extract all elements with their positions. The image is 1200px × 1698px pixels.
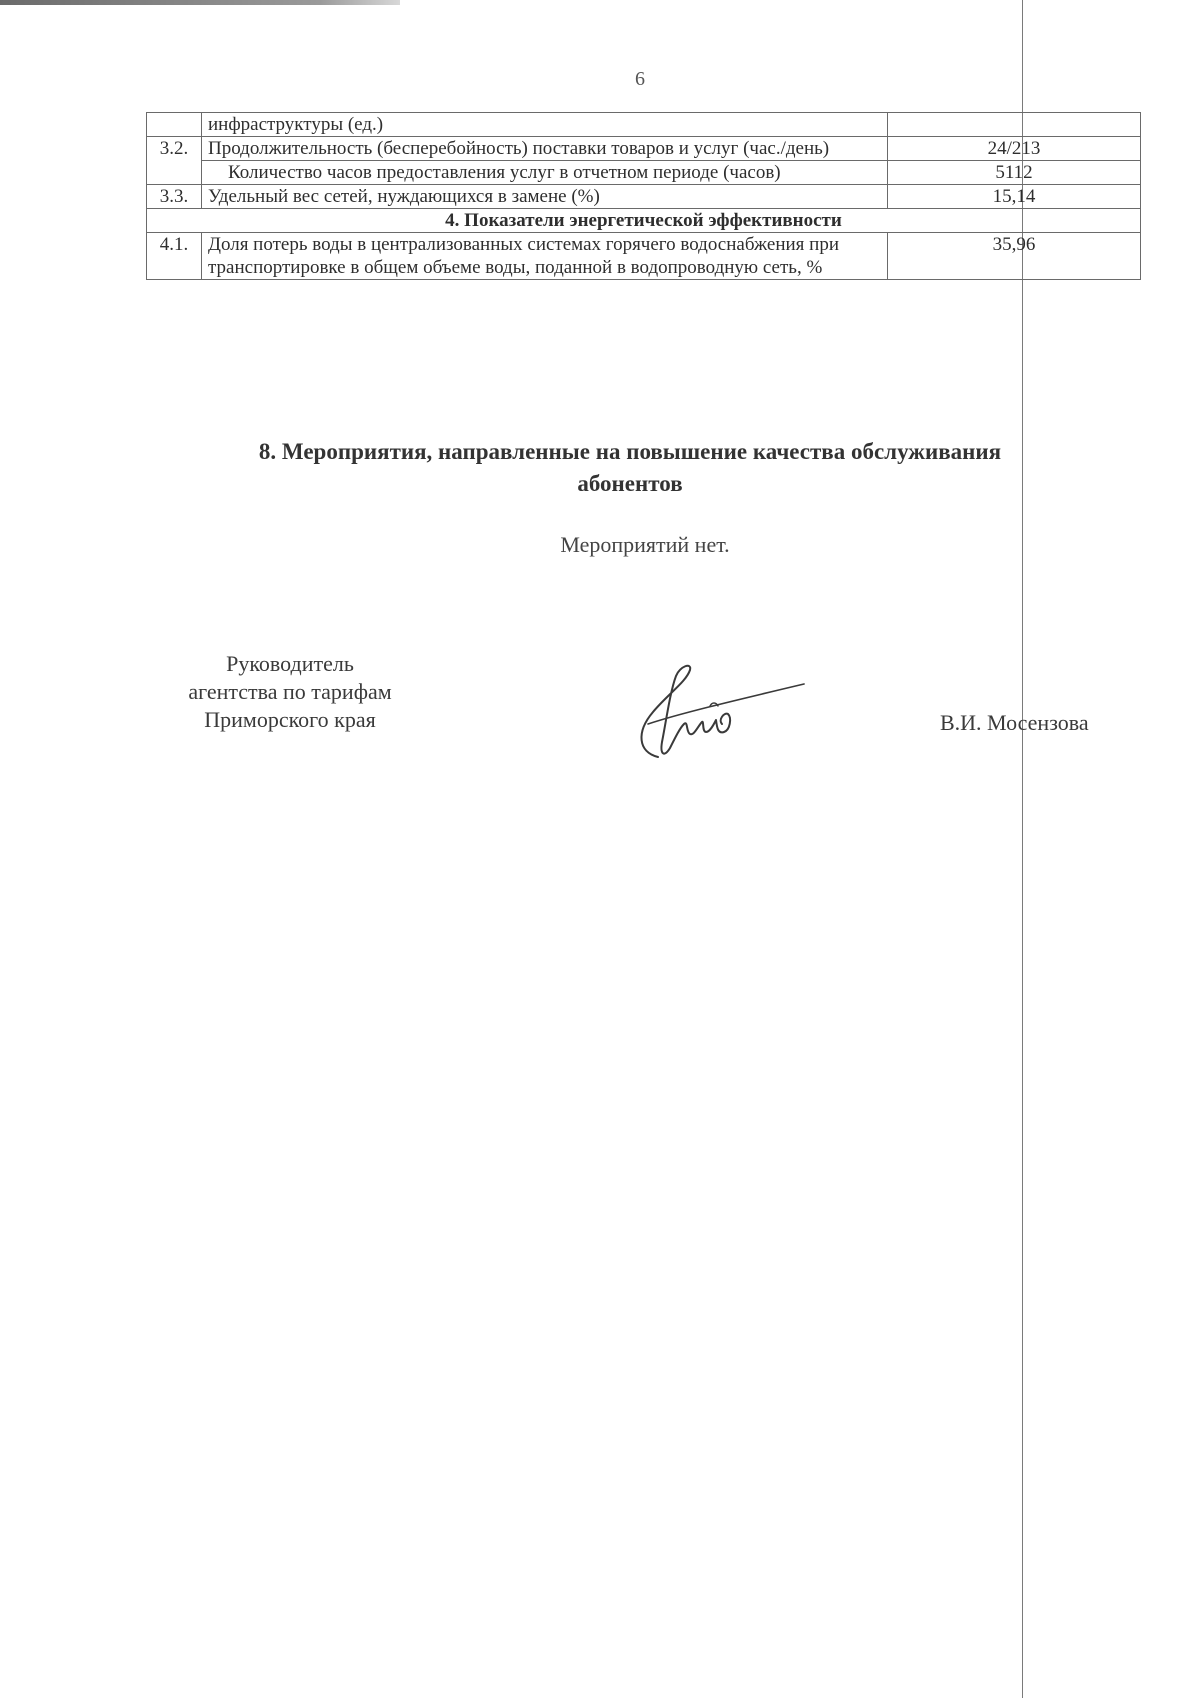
row-value: [888, 233, 1141, 280]
page-number: 6: [635, 68, 645, 90]
row-description: Удельный вес сетей, нуждающихся в замене (%): [202, 185, 888, 209]
position-line: Руководитель: [226, 651, 354, 676]
position-line: агентства по тарифам: [188, 679, 392, 704]
row-value-text: 35,96: [992, 234, 1036, 255]
row-value: [888, 161, 1141, 185]
signatory-position: [140, 650, 440, 734]
row-value-text: 5112: [995, 162, 1033, 183]
row-value: [888, 137, 1141, 161]
row-number: 4.1.: [147, 233, 202, 280]
signatory-name: В.И. Мосензова: [940, 710, 1089, 735]
table-row: [147, 137, 1141, 161]
row-number: 3.2.: [147, 137, 202, 185]
section-header-label: 4. Показатели энергетической эффективности: [147, 209, 1141, 233]
row-value-text: 15,14: [992, 186, 1036, 207]
row-number: 3.3.: [147, 185, 202, 209]
scan-edge-artifact: [0, 0, 400, 5]
section-8-title: 8. Мероприятия, направленные на повышение качества обслуживания абонентов: [258, 439, 1002, 496]
table-row: [147, 161, 1141, 185]
table-row: [147, 185, 1141, 209]
section-8-body: Мероприятий нет.: [560, 532, 730, 557]
handwritten-signature: [618, 662, 808, 772]
row-number: [147, 113, 202, 137]
row-value: [888, 113, 1141, 137]
table-row: [147, 113, 1141, 137]
position-line: Приморского края: [204, 707, 376, 732]
indicators-table: [146, 112, 1141, 280]
row-description: Доля потерь воды в централизованных системах горячего водоснабжения при транспортировке в общем объеме воды, поданной в водопроводную сеть, %: [202, 233, 888, 280]
row-description: инфраструктуры (ед.): [202, 113, 888, 137]
row-value-text: 24/213: [987, 138, 1041, 159]
row-description: Количество часов предоставления услуг в отчетном периоде (часов): [202, 161, 888, 185]
row-description: Продолжительность (бесперебойность) поставки товаров и услуг (час./день): [202, 137, 888, 161]
row-value: [888, 185, 1141, 209]
table-row: [147, 233, 1141, 280]
table-section-header: [147, 209, 1141, 233]
